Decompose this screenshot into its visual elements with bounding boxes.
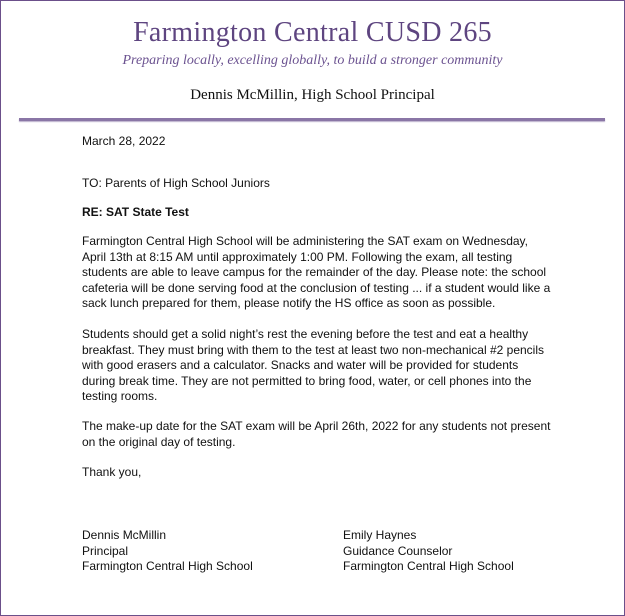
signature-name: Emily Haynes (343, 528, 417, 542)
letterhead-title: Farmington Central CUSD 265 (133, 17, 492, 48)
letter-paragraph-3: The make-up date for the SAT exam will be April 26th, 2022 for any students not present on the original day of testing. (82, 419, 551, 449)
letterhead-principal: Dennis McMillin, High School Principal (190, 87, 435, 103)
letter-paragraph-1: Farmington Central High School will be administering the SAT exam on Wednesday, April 13th at 8:15 AM until approximately 1:00 PM. Following the exam, all testing students are able to leave campus for the remainder of the day. Please note: the school cafeteria will be done serving food at the conclusion of testing ... if a student would like a sack lunch prepared for them, please notify the HS office as soon as possible. (82, 234, 551, 310)
signature-school: Farmington Central High School (343, 559, 514, 573)
letter-date: March 28, 2022 (82, 134, 166, 148)
signature-block-counselor (343, 528, 514, 575)
signature-school: Farmington Central High School (82, 559, 253, 573)
letterhead-divider (19, 118, 605, 121)
letter-closing: Thank you, (82, 465, 142, 479)
signature-title: Guidance Counselor (343, 543, 453, 558)
letter-recipient: TO: Parents of High School Juniors (82, 176, 270, 190)
signature-block-principal (82, 528, 253, 575)
letter-paragraph-2: Students should get a solid night’s rest the evening before the test and eat a healthy breakfast. They must bring with them to the test at least two non-mechanical #2 pencils with good erasers and a calculator. Snacks and water will be provided for students during break time. They are not permitted to bring food, water, or cell phones into the testing rooms. (82, 327, 545, 403)
letter-subject: RE: SAT State Test (82, 205, 189, 219)
signature-name: Dennis McMillin (82, 528, 167, 542)
letterhead-motto: Preparing locally, excelling globally, to build a stronger community (122, 53, 503, 68)
signature-title: Principal (82, 543, 129, 558)
